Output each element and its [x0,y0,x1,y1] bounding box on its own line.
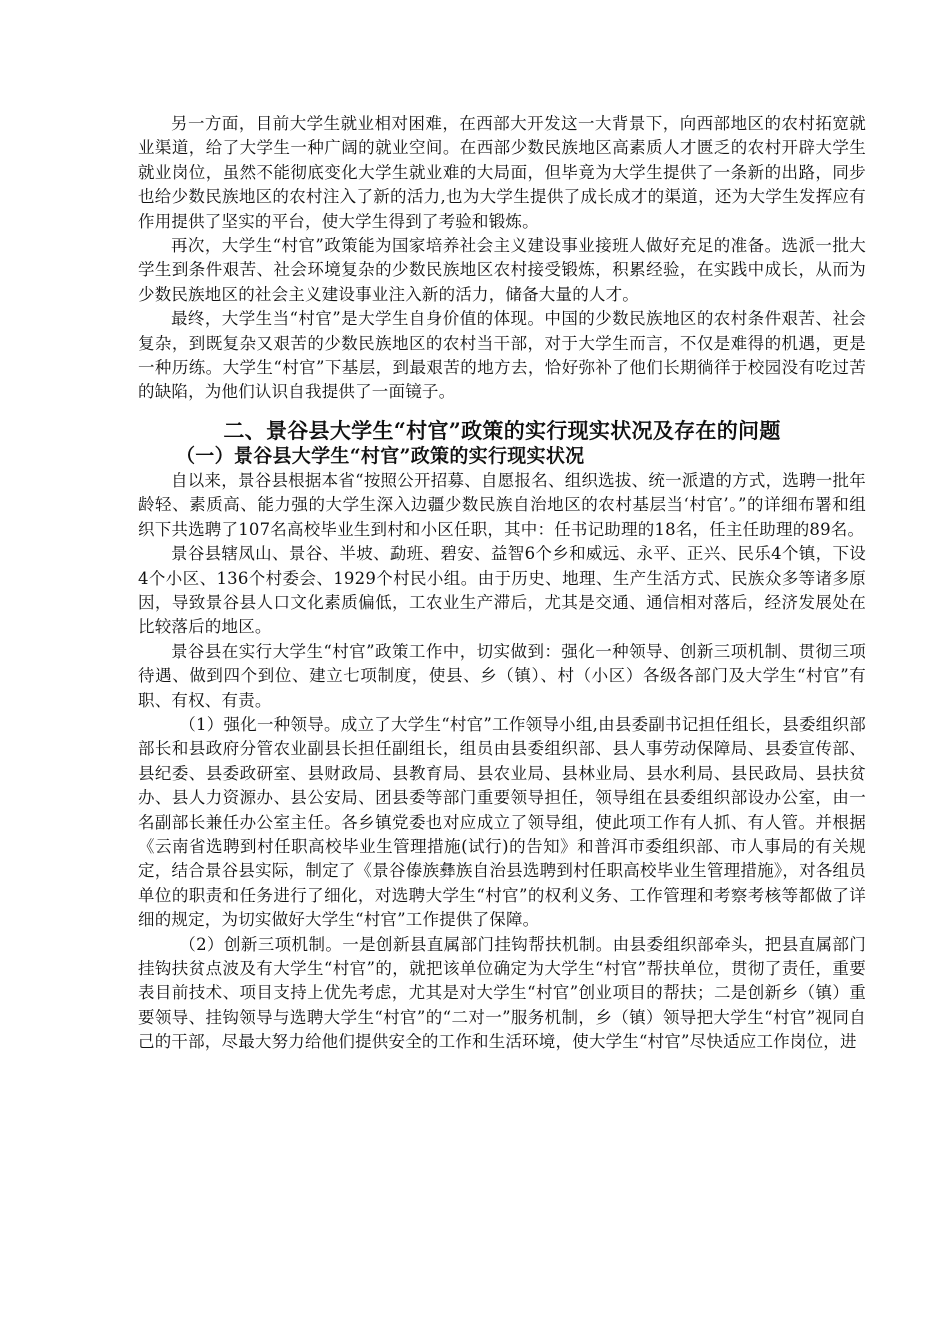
paragraph: 景谷县辖凤山、景谷、半坡、勐班、碧安、益智6个乡和威远、永平、正兴、民乐4个镇，下设4个小区、136个村委会、1929个村民小组。由于历史、地理、生产生活方式、民族众多等诸多原因，导致景谷县人口文化素质偏低，工农业生产滞后，尤其是交通、通信相对落后，经济发展处在比较落后的地区。 [138,544,866,637]
document-page [138,112,866,1055]
paragraph: 另一方面，目前大学生就业相对困难，在西部大开发这一大背景下，向西部地区的农村拓宽就业渠道，给了大学生一种广阔的就业空间。在西部少数民族地区高素质人才匮乏的农村开辟大学生就业岗位，虽然不能彻底变化大学生就业难的大局面，但毕竟为大学生提供了一条新的出路，同步也给少数民族地区的农村注入了新的活力,也为大学生提供了成长成才的渠道，还为大学生发挥应有作用提供了坚实的平台，使大学生得到了考验和锻炼。 [138,114,866,231]
paragraph: 景谷县在实行大学生“村官”政策工作中，切实做到：强化一种领导、创新三项机制、贯彻三项待遇、做到四个到位、建立七项制度，使县、乡（镇）、村（小区）各级各部门及大学生“村官”有职、有权、有责。 [138,641,866,710]
paragraph: 再次，大学生“村官”政策能为国家培养社会主义建设事业接班人做好充足的准备。选派一批大学生到条件艰苦、社会环境复杂的少数民族地区农村接受锻炼，积累经验，在实践中成长，从而为少数民族地区的社会主义建设事业注入新的活力，储备大量的人才。 [138,236,866,304]
subsection-title: （一）景谷县大学生“村官”政策的实行现实状况 [176,444,585,467]
numbered-item: （1）强化一种领导。成立了大学生“村官”工作领导小组,由县委副书记担任组长，县委组织部部长和县政府分管农业副县长担任副组长，组员由县委组织部、县人事劳动保障局、县委宣传部、县纪委、县委政研室、县财政局、县教育局、县农业局、县林业局、县水利局、县民政局、县扶贫办、县人力资源办、县公安局、团县委等部门重要领导担任，领导组在县委组织部设办公室，由一名副部长兼任办公室主任。各乡镇党委也对应成立了领导组，使此项工作有人抓、有人管。并根据《云南省选聘到村任职高校毕业生管理措施(试行)的告知》和普洱市委组织部、市人事局的有关规定，结合景谷县实际，制定了《景谷傣族彝族自治县选聘到村任职高校毕业生管理措施》，对各组员单位的职责和任务进行了细化，对选聘大学生“村官”的权利义务、工作管理和考察考核等都做了详细的规定，为切实做好大学生“村官”工作提供了保障。 [138,714,866,930]
section-title: 二、景谷县大学生“村官”政策的实行现实状况及存在的问题 [223,417,781,443]
numbered-item: （2）创新三项机制。一是创新县直属部门挂钩帮扶机制。由县委组织部牵头，把县直属部门挂钩扶贫点波及有大学生“村官”的，就把该单位确定为大学生“村官”帮扶单位，贯彻了责任，重要表目前技术、项目支持上优先考虑，尤其是对大学生“村官”创业项目的帮扶；二是创新乡（镇）重要领导、挂钩领导与选聘大学生“村官”的“二对一”服务机制，乡（镇）领导把大学生“村官”视同自己的干部，尽最大努力给他们提供安全的工作和生活环境，使大学生“村官”尽快适应工作岗位，进 [138,934,866,1052]
paragraph: 自以来，景谷县根据本省“按照公开招募、自愿报名、组织选拔、统一派遣的方式，选聘一批年龄轻、素质高、能力强的大学生深入边疆少数民族自治地区的农村基层当‘村官’。”的详细布署和组织下共选聘了107名高校毕业生到村和小区任职，其中：任书记助理的18名，任主任助理的89名。 [138,470,866,539]
paragraph: 最终，大学生当“村官”是大学生自身价值的体现。中国的少数民族地区的农村条件艰苦、社会复杂，到既复杂又艰苦的少数民族地区的农村当干部，对于大学生而言，不仅是难得的机遇，更是一种历练。大学生“村官”下基层，到最艰苦的地方去，恰好弥补了他们长期徜徉于校园没有吃过苦的缺陷，为他们认识自我提供了一面镜子。 [138,309,866,402]
